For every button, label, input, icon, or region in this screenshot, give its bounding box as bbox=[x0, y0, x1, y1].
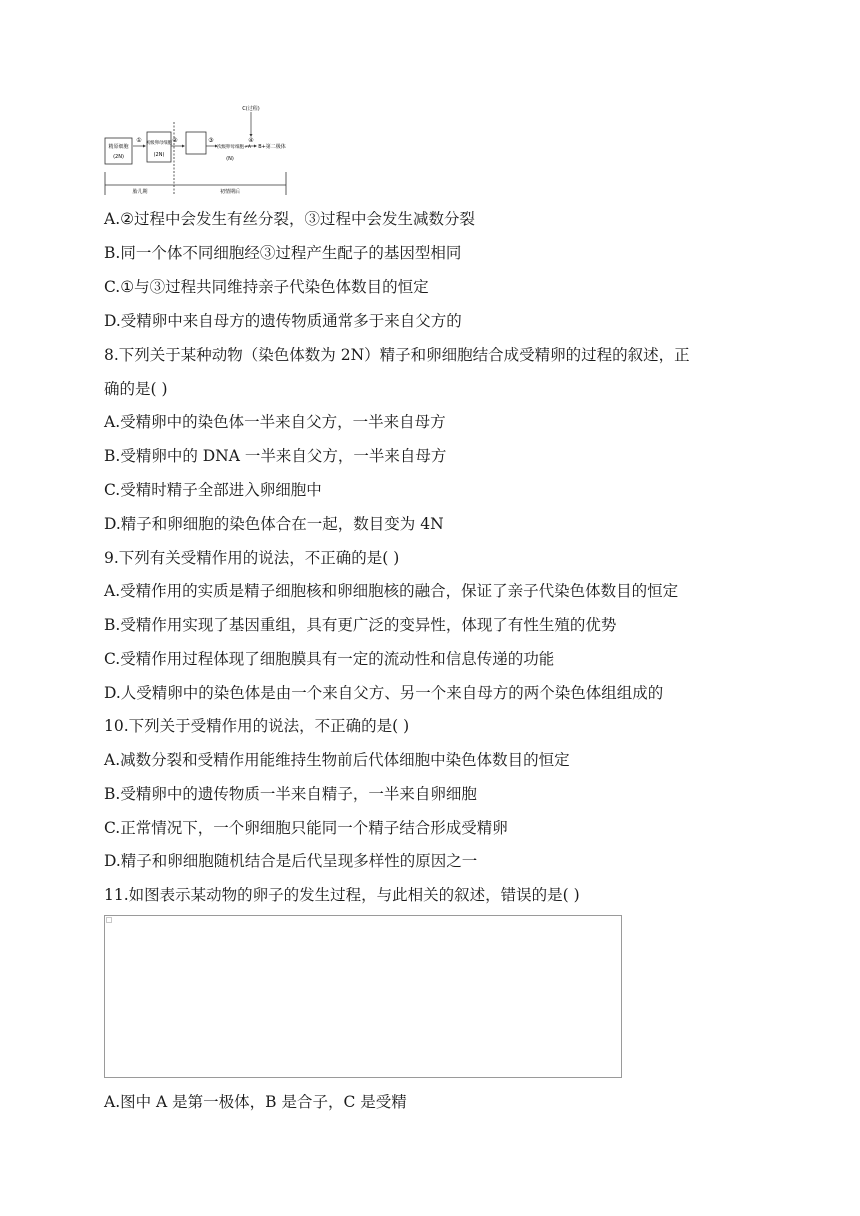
c-process-label: C(过程) bbox=[242, 106, 260, 112]
oogonia-box bbox=[105, 138, 132, 164]
step-1-label: ① bbox=[136, 137, 142, 144]
oogenesis-diagram bbox=[104, 102, 290, 196]
q7-option-a: A.②过程中会发生有丝分裂，③过程中会发生减数分裂 bbox=[104, 210, 476, 228]
q11-figure-placeholder bbox=[104, 915, 622, 1078]
q8-option-d: D.精子和卵细胞的染色体合在一起，数目变为 4N bbox=[104, 515, 444, 533]
primary-oocyte-label: 初级卵母细胞 bbox=[146, 141, 172, 146]
q11-stem: 11.如图表示某动物的卵子的发生过程，与此相关的叙述，错误的是( ) bbox=[104, 886, 580, 904]
q9-option-a: A.受精作用的实质是精子细胞核和卵细胞核的融合，保证了亲子代染色体数目的恒定 bbox=[104, 582, 679, 600]
step-2-label: ② bbox=[172, 137, 178, 144]
q7-option-d: D.受精卵中来自母方的遗传物质通常多于来自父方的 bbox=[104, 312, 462, 330]
q10-option-d: D.精子和卵细胞随机结合是后代呈现多样性的原因之一 bbox=[104, 852, 478, 870]
q8-option-c: C.受精时精子全部进入卵细胞中 bbox=[104, 481, 322, 499]
step-4-label: ④ bbox=[248, 137, 254, 144]
q8-option-b: B.受精卵中的 DNA 一半来自父方，一半来自母方 bbox=[104, 447, 447, 465]
q10-option-a: A.减数分裂和受精作用能维持生物前后代体细胞中染色体数目的恒定 bbox=[104, 751, 570, 769]
secondary-oocyte-label: 次级卵母细胞+A bbox=[217, 145, 251, 150]
oogonia-label: 精原细胞 bbox=[108, 144, 129, 150]
q8-option-a: A.受精卵中的染色体一半来自父方，一半来自母方 bbox=[104, 413, 446, 431]
broken-image-icon bbox=[106, 917, 112, 923]
q7-option-c: C.①与③过程共同维持亲子代染色体数目的恒定 bbox=[104, 278, 429, 296]
result-label: B+第二极体 bbox=[258, 144, 286, 150]
q9-stem: 9.下列有关受精作用的说法，不正确的是( ) bbox=[104, 549, 400, 567]
fetal-period-label: 胎儿期 bbox=[132, 189, 148, 195]
q10-option-b: B.受精卵中的遗传物质一半来自精子，一半来自卵细胞 bbox=[104, 785, 477, 803]
step-3-label: ③ bbox=[208, 137, 214, 144]
secondary-oocyte-box bbox=[186, 132, 206, 154]
secondary-oocyte-ploidy: (N) bbox=[226, 156, 234, 162]
q7-option-b: B.同一个体不同细胞经③过程产生配子的基因型相同 bbox=[104, 244, 462, 262]
primary-oocyte-ploidy: (2N) bbox=[153, 152, 165, 158]
q8-stem-line2: 确的是( ) bbox=[104, 380, 168, 398]
q9-option-c: C.受精作用过程体现了细胞膜具有一定的流动性和信息传递的功能 bbox=[104, 650, 555, 668]
q9-option-b: B.受精作用实现了基因重组，具有更广泛的变异性，体现了有性生殖的优势 bbox=[104, 616, 617, 634]
q9-option-d: D.人受精卵中的染色体是由一个来自父方、另一个来自母方的两个染色体组组成的 bbox=[104, 684, 664, 702]
q10-stem: 10.下列关于受精作用的说法，不正确的是( ) bbox=[104, 717, 410, 735]
post-puberty-label: 初情期后 bbox=[219, 189, 241, 195]
q10-option-c: C.正常情况下，一个卵细胞只能同一个精子结合形成受精卵 bbox=[104, 819, 508, 837]
oogonia-ploidy: (2N) bbox=[113, 154, 124, 160]
q11-option-a: A.图中 A 是第一极体，B 是合子，C 是受精 bbox=[104, 1093, 407, 1111]
q8-stem-line1: 8.下列关于某种动物（染色体数为 2N）精子和卵细胞结合成受精卵的过程的叙述，正 bbox=[104, 346, 690, 364]
